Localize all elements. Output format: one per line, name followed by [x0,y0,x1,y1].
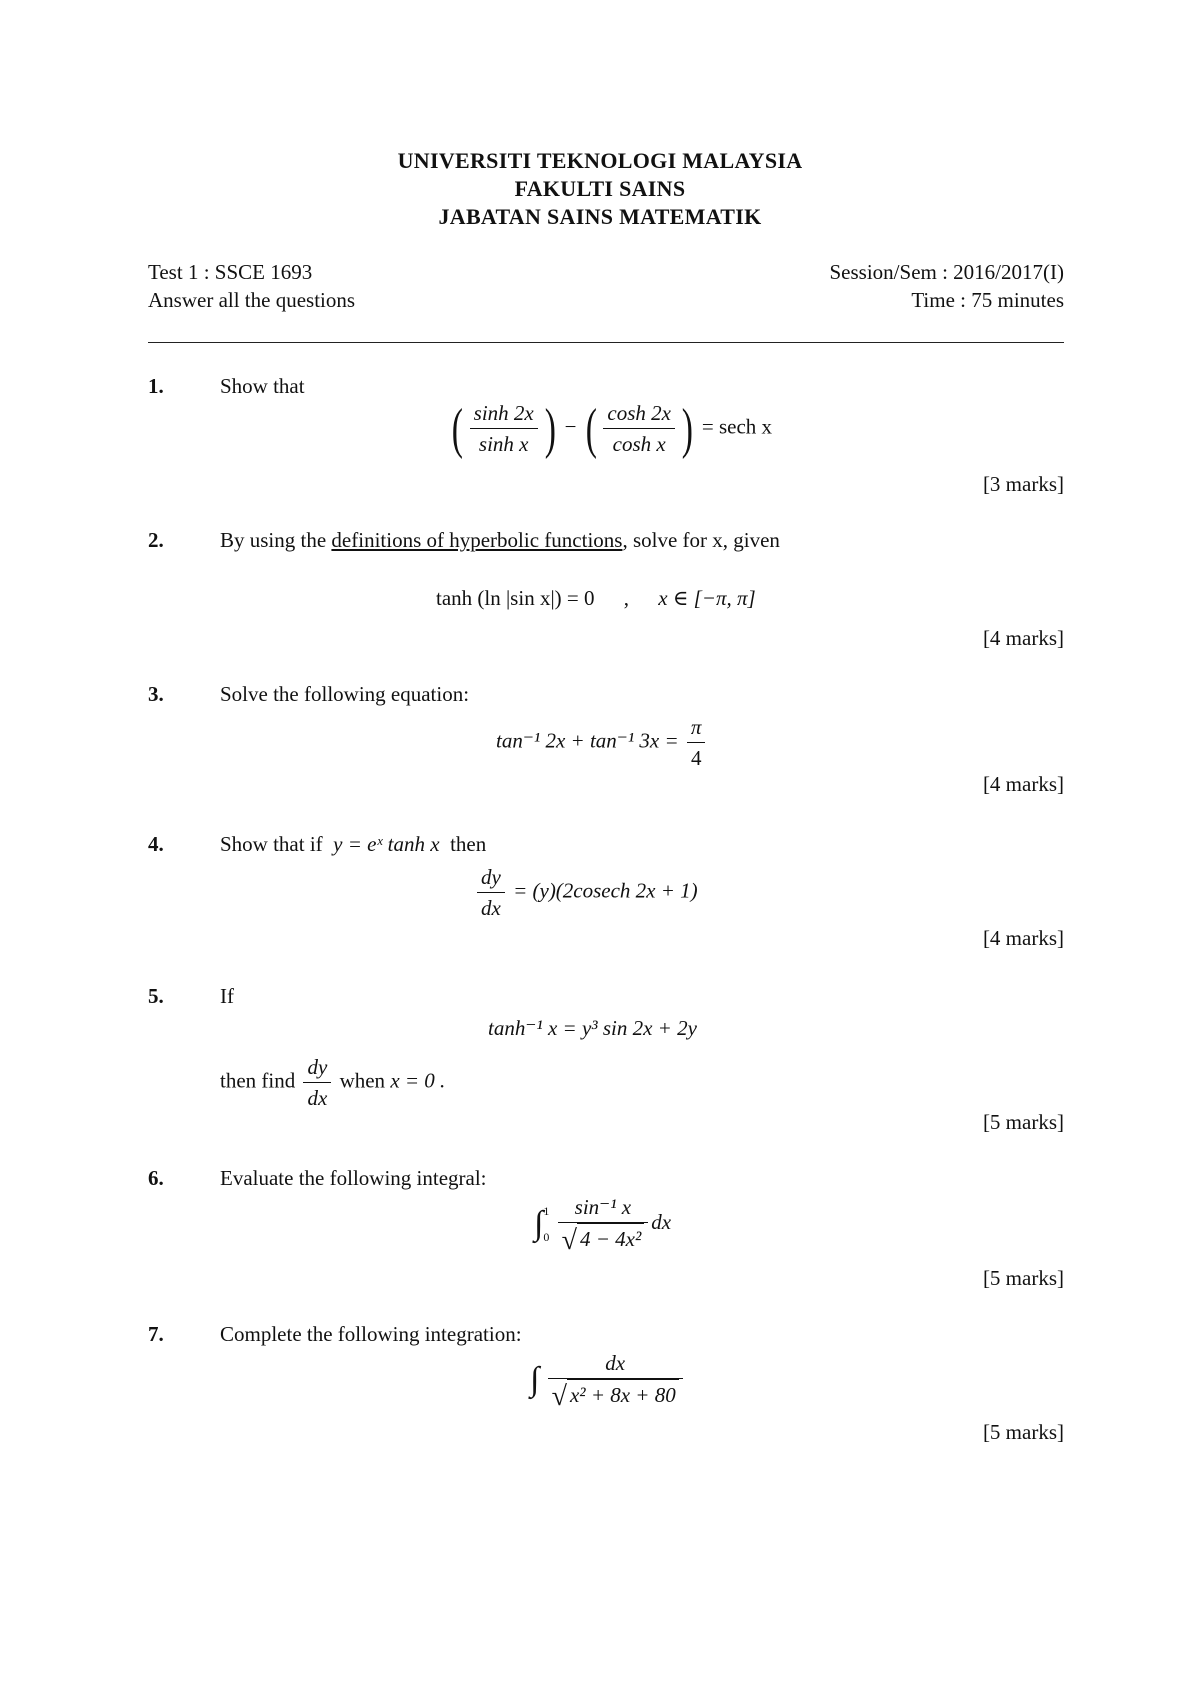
integral-sign-icon: ∫ [530,1361,540,1399]
question-2-text [220,528,780,553]
question-2-number: 2. [148,528,164,552]
question-2-equation [436,586,756,611]
q1-den1: sinh x [478,432,529,456]
header-divider [148,342,1064,343]
question-7-number: 7. [148,1322,164,1346]
q2-text-underlined: definitions of hyperbolic functions [331,528,623,552]
question-6-text: Evaluate the following integral: [220,1166,487,1190]
question-2-marks: [4 marks] [982,626,1064,650]
university-name: UNIVERSITI TEKNOLOGI MALAYSIA [397,148,803,173]
q3-num: π [687,712,706,743]
q7-den: x² + 8x + 80 [567,1379,679,1410]
question-6-marks: [5 marks] [982,1266,1064,1290]
q6-den: 4 − 4x² [577,1223,644,1254]
q5-then-find: then find [220,1068,296,1093]
question-3-marks: [4 marks] [982,772,1064,796]
question-5-marks: [5 marks] [982,1110,1064,1134]
q2-lhs: tanh (ln |sin x|) = 0 [436,586,595,610]
question-4-marks: [4 marks] [982,926,1064,950]
instructions: Answer all the questions [148,288,356,312]
q1-num1: sinh 2x [470,398,538,429]
question-1-text: Show that [220,374,305,398]
q4-rhs: = (y)(2cosech 2x + 1) [513,878,698,903]
q4-den: dx [481,896,501,920]
question-5-text: If [220,984,234,1008]
q2-domain: x ∈ [−π, π] [658,586,756,610]
question-5-number: 5. [148,984,164,1008]
q5-num: dy [303,1052,331,1083]
question-6-integral [534,1192,671,1256]
question-3-text: Solve the following equation: [220,682,470,706]
sqrt-icon: √ [551,1381,567,1413]
question-1-marks: [3 marks] [982,472,1064,496]
q4-text: Show that if [220,832,323,856]
question-1-number: 1. [148,374,164,398]
q2-text-after: , solve for x, given [622,528,780,552]
question-5-equation: tanh⁻¹ x = y³ sin 2x + 2y [488,1016,697,1040]
integral-sign-icon: ∫ [534,1205,544,1243]
question-3-number: 3. [148,682,164,706]
q2-text-before: By using the [220,528,332,552]
sqrt-icon: √ [561,1225,577,1257]
q6-dx: dx [651,1209,672,1234]
question-7-marks: [5 marks] [982,1420,1064,1444]
question-6-number: 6. [148,1166,164,1190]
faculty-name: FAKULTI SAINS [514,176,686,201]
question-4-equation [474,862,698,923]
department-name: JABATAN SAINS MATEMATIK [438,204,762,229]
q6-lower: 0 [543,1230,550,1245]
question-1-equation: ( $\frac{\sinh 2x}{\text{sinh x}}$ ) − ( $\frac{\cosh 2x}{\text{cosh x}}$ ) = sech x [451,397,773,460]
question-3-equation [496,712,708,773]
q5-when: when [339,1068,386,1093]
question-4-number: 4. [148,832,164,856]
question-7-text: Complete the following integration: [220,1322,522,1346]
q1-num2: cosh 2x [603,398,675,429]
q3-lhs: tan⁻¹ 2x + tan⁻¹ 3x = [496,728,679,753]
question-5-find [220,1052,445,1113]
q1-den2: cosh x [612,432,666,456]
q5-den: dx [307,1086,328,1110]
q6-num: sin⁻¹ x [558,1192,649,1223]
q5-cond: x = 0 . [390,1068,446,1093]
session-sem: Session/Sem : 2016/2017(I) [829,260,1064,284]
q3-den: 4 [690,746,702,770]
q4-num: dy [477,862,505,893]
question-7-integral [530,1348,686,1412]
q4-text-after: then [450,832,487,856]
q6-upper: 1 [543,1204,550,1219]
q2-sep: , [623,586,629,610]
q7-num: dx [548,1348,683,1379]
q4-condition: y = eˣ tanh x [333,832,440,856]
test-code: Test 1 : SSCE 1693 [148,260,313,284]
q1-rhs: = sech x [701,414,773,439]
time-limit: Time : 75 minutes [911,288,1064,312]
question-4-text [220,832,486,857]
